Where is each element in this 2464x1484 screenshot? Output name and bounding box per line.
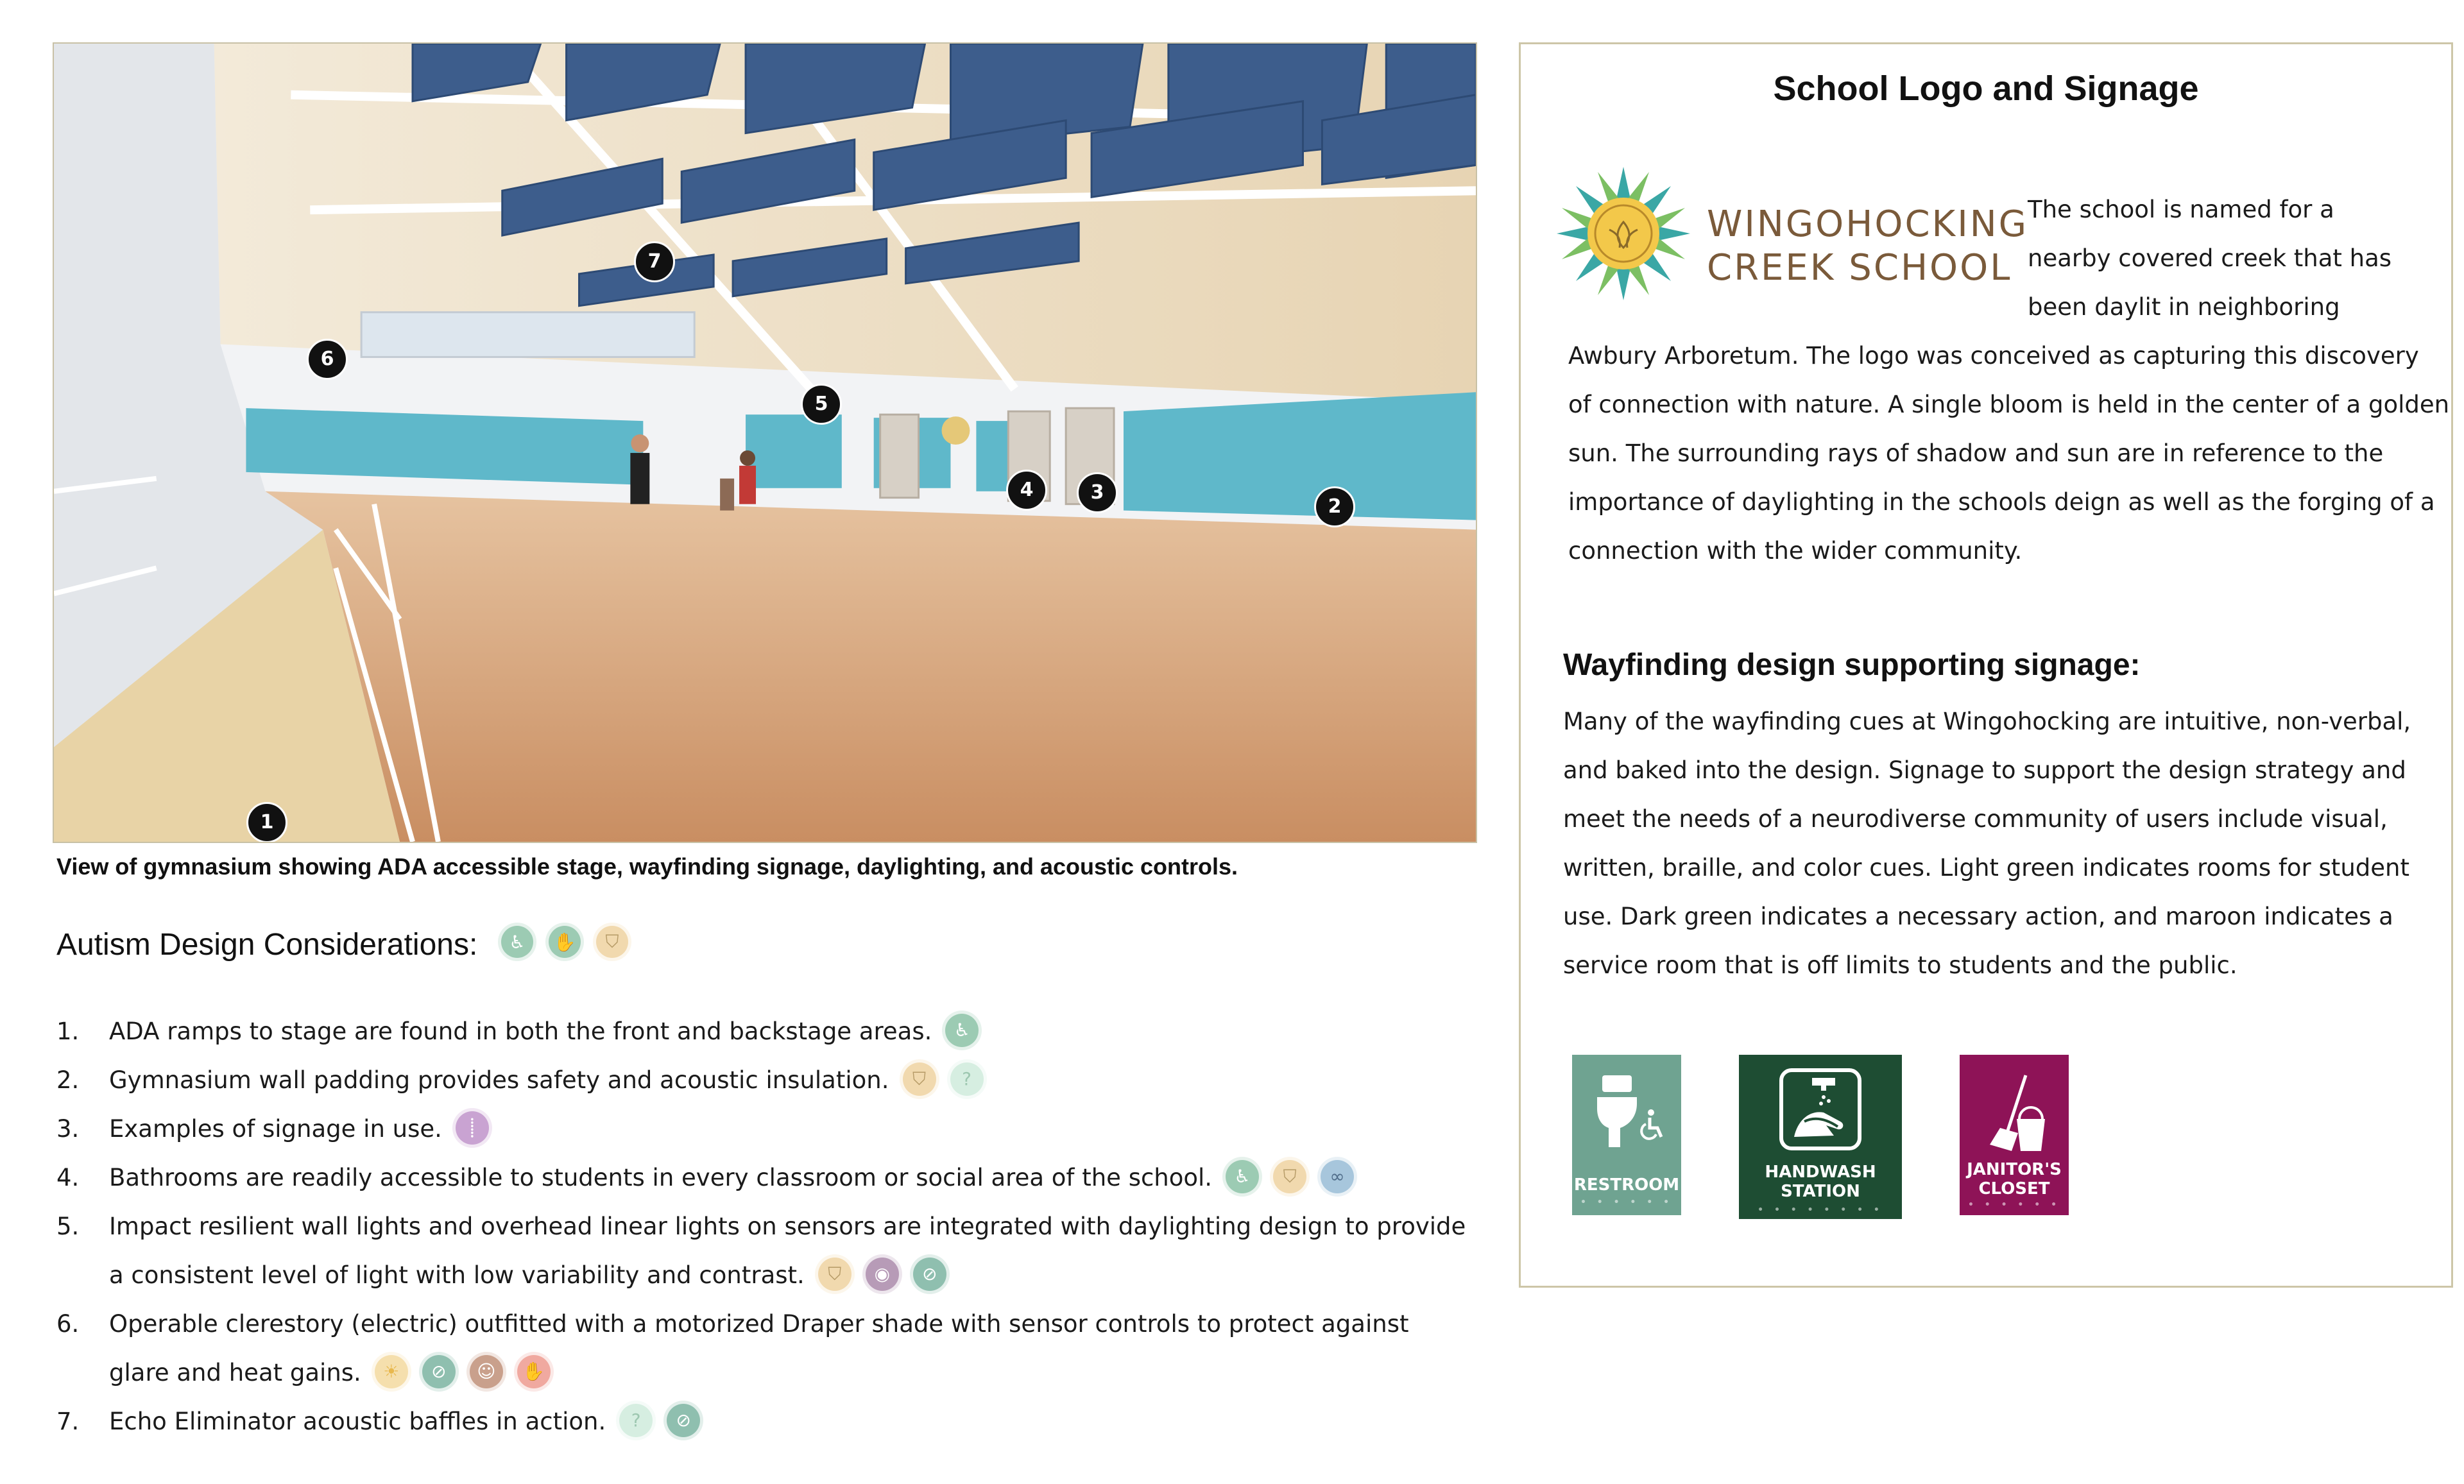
wayfinding-description-line: meet the needs of a neurodiverse community of users include visual, [1563, 805, 2388, 833]
hand-icon: ✋ [514, 1352, 554, 1392]
item-number: 6. [56, 1310, 80, 1338]
wayfinding-description-line: Many of the wayfinding cues at Wingohocking are intuitive, non-verbal, [1563, 708, 2411, 735]
item-text: Echo Eliminator acoustic baffles in action. [109, 1408, 606, 1435]
logo-description-line: nearby covered creek that has [2028, 244, 2392, 272]
wayfinding-description-line: use. Dark green indicates a necessary action, and maroon indicates a [1563, 903, 2393, 930]
logo-description-line: sun. The surrounding rays of shadow and sun are in reference to the [1568, 439, 2384, 467]
head-icon: ☺ [466, 1352, 506, 1392]
item-number: 5. [56, 1213, 80, 1240]
panel-title: School Logo and Signage [1773, 69, 2199, 108]
photo-caption: View of gymnasium showing ADA accessible stage, wayfinding signage, daylighting, and acoustic controls. [56, 853, 1238, 880]
considerations-title-icons [498, 923, 631, 961]
item-text: glare and heat gains. [109, 1359, 361, 1386]
shield-icon: ⛉ [593, 923, 631, 961]
item-icons [815, 1254, 950, 1294]
logo-description-line: been daylit in neighboring [2028, 293, 2340, 321]
logo-signage-panel [1519, 42, 2453, 1288]
considerations-title: Autism Design Considerations: [56, 928, 478, 962]
marker-7: 7 [634, 241, 675, 282]
toilet-icon [1588, 1069, 1665, 1159]
gymnasium-illustration [54, 44, 1476, 842]
marker-4: 4 [1006, 470, 1047, 511]
shield-icon: ⛉ [815, 1254, 855, 1294]
logo-description-line: The school is named for a [2028, 196, 2334, 223]
sunburst-logo-icon [1553, 163, 1694, 304]
braille-dots: • • • • • • • • [1758, 1205, 1883, 1215]
gymnasium-render [53, 42, 1477, 843]
consideration-item-2 [56, 1056, 1494, 1105]
ear-icon: ? [947, 1059, 987, 1099]
janitors-label-2: CLOSET [1978, 1179, 2050, 1198]
item-icons [452, 1108, 492, 1148]
eye-icon: ◉ [862, 1254, 902, 1294]
janitors-closet-sign [1960, 1055, 2069, 1215]
wayfinding-description-line: and baked into the design. Signage to support the design strategy and [1563, 756, 2406, 784]
consideration-item-5 [56, 1202, 1494, 1300]
item-text: Bathrooms are readily accessible to students in every classroom or social area of the school. [109, 1164, 1213, 1191]
considerations-list [56, 1007, 1494, 1446]
consideration-item-1 [56, 1007, 1494, 1056]
wayfinding-description-line: service room that is off limits to students and the public. [1563, 951, 2237, 979]
hand-icon: ✋ [545, 923, 584, 961]
handwash-label-1: HANDWASH [1765, 1163, 1876, 1182]
consideration-item-6 [56, 1300, 1494, 1397]
infinity-icon: ∞ [1317, 1157, 1357, 1197]
logo-line-1: WINGOHOCKING [1707, 203, 2029, 245]
item-number: 1. [56, 1018, 80, 1045]
item-icons [900, 1059, 987, 1099]
item-icons [616, 1401, 703, 1440]
item-icons [942, 1011, 982, 1050]
item-text: Gymnasium wall padding provides safety and acoustic insulation. [109, 1066, 889, 1094]
consideration-item-7 [56, 1397, 1494, 1446]
marker-2: 2 [1314, 486, 1355, 527]
restroom-sign [1572, 1055, 1681, 1215]
broom-bucket-icon [1976, 1069, 2053, 1159]
logo-description-line: importance of daylighting in the schools deign as well as the forging of a [1568, 488, 2435, 516]
item-number: 7. [56, 1408, 80, 1435]
item-text: Impact resilient wall lights and overhead linear lights on sensors are integrated with daylighting design to provide [109, 1213, 1466, 1240]
marker-5: 5 [801, 384, 842, 425]
item-text: a consistent level of light with low variability and contrast. [109, 1261, 805, 1289]
item-text: Operable clerestory (electric) outfitted with a motorized Draper shade with sensor controls to protect against [109, 1310, 1409, 1338]
marker-3: 3 [1077, 472, 1118, 513]
sun-icon: ☀ [372, 1352, 411, 1392]
accessibility-icon: ♿ [942, 1011, 982, 1050]
wayfinding-title: Wayfinding design supporting signage: [1563, 648, 2141, 682]
item-icons [1222, 1157, 1357, 1197]
janitors-label-1: JANITOR'S [1967, 1160, 2062, 1179]
item-text: ADA ramps to stage are found in both the front and backstage areas. [109, 1018, 932, 1045]
handwash-station-sign [1739, 1055, 1902, 1219]
logo-description-line: Awbury Arboretum. The logo was conceived as capturing this discovery [1568, 342, 2419, 370]
marker-6: 6 [307, 339, 348, 380]
shield-icon: ⛉ [900, 1059, 939, 1099]
logo-description-line: connection with the wider community. [1568, 537, 2023, 565]
item-number: 4. [56, 1164, 80, 1191]
item-icons [372, 1352, 554, 1392]
item-number: 2. [56, 1066, 80, 1094]
shield-icon: ⛉ [1270, 1157, 1310, 1197]
braille-dots: • • • • • • [1580, 1197, 1673, 1207]
logo-wordmark [1707, 203, 2028, 290]
item-text: Examples of signage in use. [109, 1115, 442, 1143]
logo-line-2: CREEK SCHOOL [1707, 247, 2012, 289]
eye-off-icon: ⊘ [419, 1352, 459, 1392]
marker-1: 1 [246, 802, 287, 843]
braille-dots: • • • • • • [1967, 1200, 2061, 1210]
consideration-item-4 [56, 1154, 1494, 1202]
footsteps-icon: ⸽ [452, 1108, 492, 1148]
handwash-label-2: STATION [1781, 1182, 1860, 1201]
accessibility-icon: ♿ [498, 923, 536, 961]
logo-description-line: of connection with nature. A single bloom is held in the center of a golden [1568, 391, 2450, 418]
school-logo [1553, 163, 2029, 304]
item-number: 3. [56, 1115, 80, 1143]
accessibility-icon: ♿ [1222, 1157, 1262, 1197]
eye-off-icon: ⊘ [910, 1254, 950, 1294]
ear-icon: ? [616, 1401, 656, 1440]
handwash-icon [1779, 1068, 1862, 1151]
eye-off-icon: ⊘ [663, 1401, 703, 1440]
restroom-sign-label: RESTROOM [1573, 1175, 1680, 1195]
wayfinding-description-line: written, braille, and color cues. Light green indicates rooms for student [1563, 854, 2409, 882]
consideration-item-3 [56, 1105, 1494, 1154]
